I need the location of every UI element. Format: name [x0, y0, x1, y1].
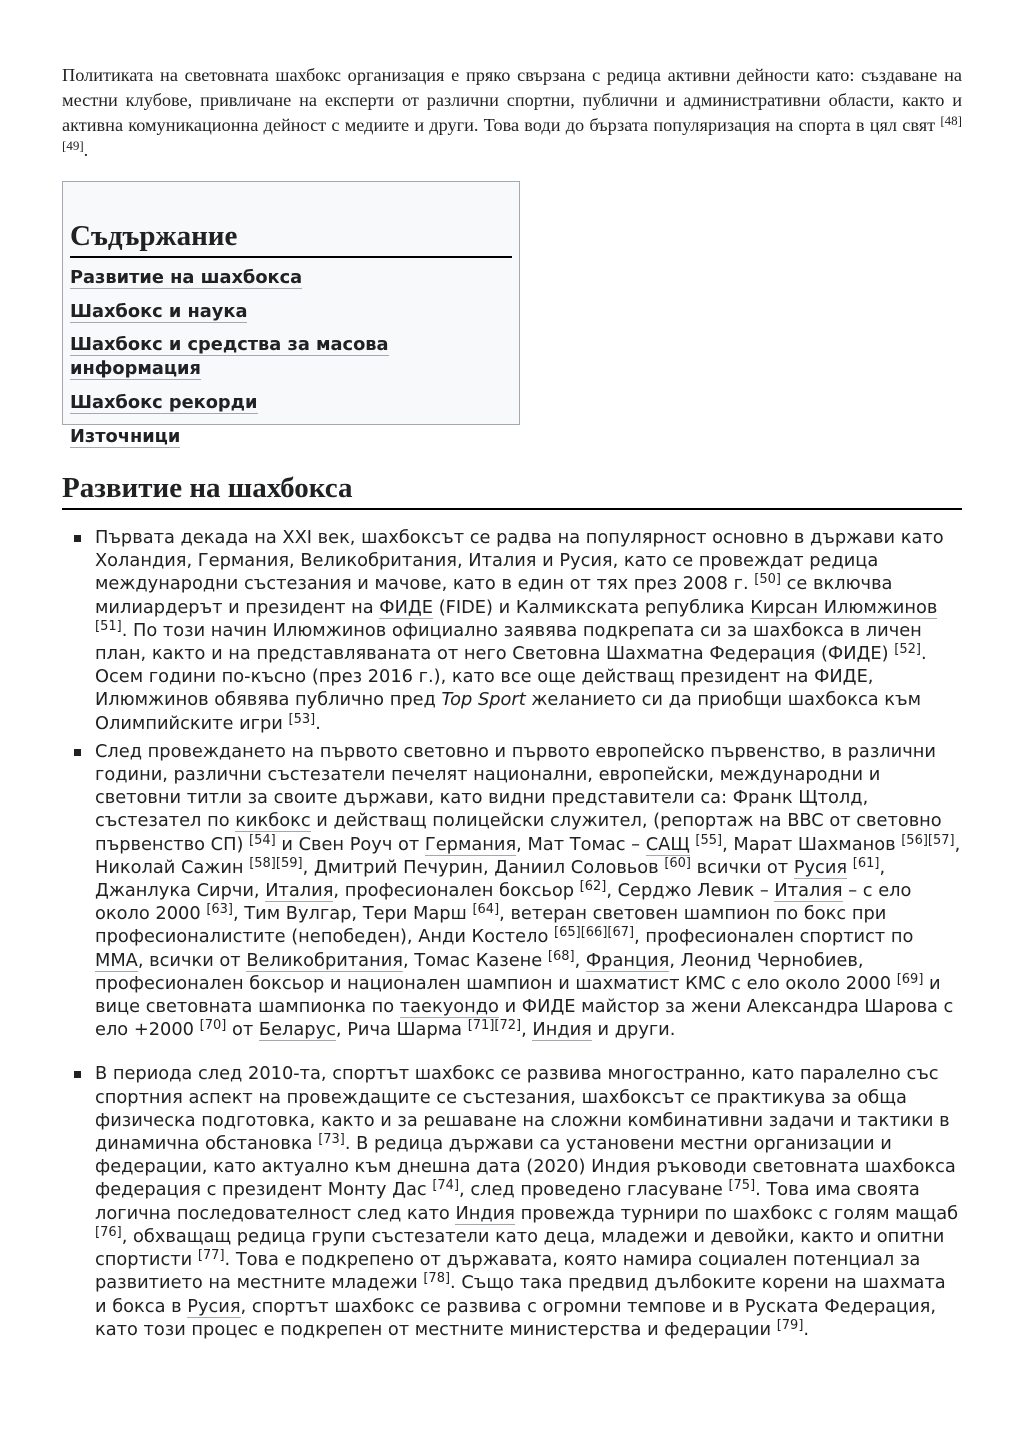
ref-58-59[interactable]: [58][59]: [249, 855, 303, 871]
text: , обхващащ редица групи състезатели като деца, младежи и девойки, както и опитни спортисти: [95, 1225, 945, 1271]
ref-55[interactable]: [55]: [695, 832, 723, 848]
link-taekwondo[interactable]: таекуондо: [399, 996, 499, 1018]
ref-48-49[interactable]: [48][49]: [62, 113, 962, 153]
toc-link-science[interactable]: Шахбокс и наука: [70, 300, 248, 322]
ref-51[interactable]: [51]: [95, 618, 122, 634]
link-india[interactable]: Индия: [455, 1202, 515, 1224]
text: , Рича Шарма: [335, 1019, 463, 1041]
toc-item[interactable]: [70, 425, 512, 449]
text: . Също така предвид дълбоките корени на шахмата и бокса в: [95, 1272, 946, 1317]
text: – с ело около 2000: [95, 880, 912, 925]
ref-69[interactable]: [69]: [896, 971, 924, 987]
emphasis-top-sport: Top Sport: [441, 689, 526, 711]
text: , всички от: [137, 949, 247, 971]
ref-64[interactable]: [64]: [472, 902, 500, 918]
ref-60[interactable]: [60]: [664, 855, 691, 871]
text: и Свен Роуч от: [275, 833, 425, 855]
text: , Марат Шахманов: [722, 833, 896, 855]
ref-76[interactable]: [76]: [95, 1224, 122, 1240]
text: , спортът шахбокс се развива с огромни темпове и в Руската Федерация, като този процес е подкрепен от местните министерства и федерации: [95, 1295, 937, 1340]
text: . Осем години по-късно (през 2016 г.), като все още действащ президент на ФИДЕ, Илюмжинов обявява публично пред: [95, 643, 927, 711]
text: , Тим Вулгар, Тери Марш: [233, 903, 467, 925]
ref-78[interactable]: [78]: [423, 1271, 451, 1287]
ref-50[interactable]: [50]: [754, 572, 781, 588]
text: . По този начин Илюмжинов официално заявява подкрепата си за шахбокса в личен план, както и на представляваната от него Световна Шахматна Федерация (ФИДЕ): [95, 619, 922, 665]
link-belarus[interactable]: Беларус: [258, 1019, 336, 1041]
link-uk[interactable]: Великобритания: [246, 949, 403, 971]
text: желанието си да приобщи шахбокса към Олимпийските игри: [95, 689, 922, 734]
link-russia[interactable]: Русия: [187, 1295, 241, 1317]
intro-paragraph: [62, 63, 962, 163]
bullet-list: [62, 526, 962, 1341]
toc-link-records[interactable]: Шахбокс рекорди: [70, 392, 258, 414]
ref-70[interactable]: [70]: [199, 1018, 227, 1034]
toc-link-development[interactable]: Развитие на шахбокса: [70, 267, 303, 288]
section-heading: Развитие на шахбокса: [62, 470, 962, 510]
ref-71-72[interactable]: [71][72]: [467, 1018, 522, 1034]
link-russia[interactable]: Русия: [793, 856, 848, 878]
text: се включва милиардерът и президент на: [95, 573, 893, 618]
text: и вице световната шампионка по: [95, 972, 941, 1018]
ref-63[interactable]: [63]: [206, 902, 233, 918]
toc-item[interactable]: [70, 266, 512, 290]
text: , Леонид Чернобиев, професионален боксьор и национален шампион и шахматист КМС с ело около 2000: [95, 949, 892, 994]
ref-52[interactable]: [52]: [894, 642, 921, 658]
toc-item[interactable]: [70, 300, 512, 324]
text: Първата декада на XXI век, шахбоксът се радва на популярност основно в държави като Холандия, Германия, Великобритания, Италия и Русия, като се провеждат редица международни състезания и мачове, като в един от тях през 2008 г.: [95, 527, 944, 595]
text: . Това е подкрепено от държавата, която намира социален потенциал за развитието на местните младежи: [95, 1249, 921, 1294]
ref-79[interactable]: [79]: [776, 1317, 804, 1333]
intro-text: Политиката на световната шахбокс организация е пряко свързана с редица активни дейности като: създаване на местни клубове, привличане на експерти от различни спортни, публични и административни области, както и активна комуникационна дейност с медиите и други. Това води до бързата популяризация на спорта в цял свят: [62, 65, 962, 135]
toc-list: [70, 266, 512, 449]
text: . В редица държави са установени местни организации и федерации, като актуално към днешна дата (2020) Индия ръководи световната шахбокса федерация с президент Монту Дас: [95, 1133, 956, 1201]
ref-62[interactable]: [62]: [579, 879, 607, 895]
toc-item[interactable]: [70, 391, 512, 415]
link-india[interactable]: Индия: [532, 1019, 592, 1041]
ref-75[interactable]: [75]: [728, 1178, 756, 1194]
text: от: [226, 1019, 259, 1041]
text: . Това има своята логична последователност след като: [95, 1179, 920, 1224]
link-germany[interactable]: Германия: [424, 833, 517, 855]
text: , Джанлука Сирчи,: [95, 856, 886, 902]
article-page: [62, 0, 962, 1340]
toc-item[interactable]: [70, 333, 512, 381]
text: .: [315, 712, 321, 734]
ref-53[interactable]: [53]: [288, 711, 316, 727]
link-mma[interactable]: ММА: [95, 949, 138, 971]
ref-73[interactable]: [73]: [318, 1132, 345, 1148]
text: провежда турнири по шахбокс с голям мащаб: [514, 1202, 959, 1224]
text: и действащ полицейски служител, (репортаж на BBC от световно първенство СП): [95, 810, 942, 855]
text: всички от: [691, 856, 794, 878]
text: и ФИДЕ майстор за жени Александра Шарова с ело +2000: [95, 996, 954, 1041]
ref-77[interactable]: [77]: [197, 1248, 225, 1264]
text: , след проведено гласуване: [459, 1179, 723, 1201]
text: ,: [521, 1019, 533, 1041]
ref-56-57[interactable]: [56][57]: [901, 832, 955, 848]
text: , Серджо Левик –: [606, 880, 775, 902]
ref-54[interactable]: [54]: [249, 832, 276, 848]
text: , професионален боксьор: [333, 880, 574, 902]
text: , Дмитрий Печурин, Даниил Соловьов: [302, 856, 659, 878]
text: (FIDE) и Калмикската република: [433, 596, 751, 618]
link-italy[interactable]: Италия: [265, 880, 334, 902]
ref-61[interactable]: [61]: [852, 855, 880, 871]
list-item: [62, 740, 962, 1042]
text: , ветеран световен шампион по бокс при професионалистите (непобеден), Анди Костело: [95, 903, 887, 948]
link-fide[interactable]: ФИДЕ: [379, 596, 434, 618]
toc-link-media[interactable]: Шахбокс и средства за масова информация: [70, 334, 389, 380]
toc-link-sources[interactable]: Източници: [70, 425, 181, 447]
list-item: [62, 526, 962, 735]
text: В периода след 2010-та, спортът шахбокс се развива многостранно, като паралелно със спортния аспект на провеждащите се състезания, шахбоксът се практикува за обща физическа подготовка, както и за решаване на сложни комбинативни задачи и тактики в динамична обстановка: [95, 1063, 950, 1155]
text: , Мат Томас –: [516, 833, 646, 855]
ref-74[interactable]: [74]: [432, 1178, 460, 1194]
toc-title: Съдържание: [70, 219, 512, 258]
text: След провеждането на първото световно и първото европейско първенство, в различни години, различни състезатели печелят национални, европейски, международни и световни титли за своите държави, като видни представители са: Франк Щтолд, състезател по: [95, 740, 936, 832]
text: и други.: [591, 1019, 676, 1041]
list-item: [62, 1062, 962, 1340]
table-of-contents: [62, 181, 520, 447]
text: .: [803, 1318, 810, 1340]
text: , професионален спортист по: [634, 926, 914, 948]
link-ilyumzhinov[interactable]: Кирсан Илюмжинов: [750, 596, 938, 618]
ref-65-66-67[interactable]: [65][66][67]: [554, 925, 635, 941]
link-usa[interactable]: САЩ: [645, 833, 690, 855]
text: , Томас Казене: [402, 949, 543, 971]
text: , Николай Сажин: [95, 833, 961, 878]
text: ,: [574, 949, 586, 971]
link-france[interactable]: Франция: [585, 949, 670, 971]
link-italy[interactable]: Италия: [774, 880, 843, 902]
intro-end: .: [83, 140, 89, 160]
ref-68[interactable]: [68]: [547, 948, 575, 964]
link-kickbox[interactable]: кикбокс: [235, 810, 311, 832]
